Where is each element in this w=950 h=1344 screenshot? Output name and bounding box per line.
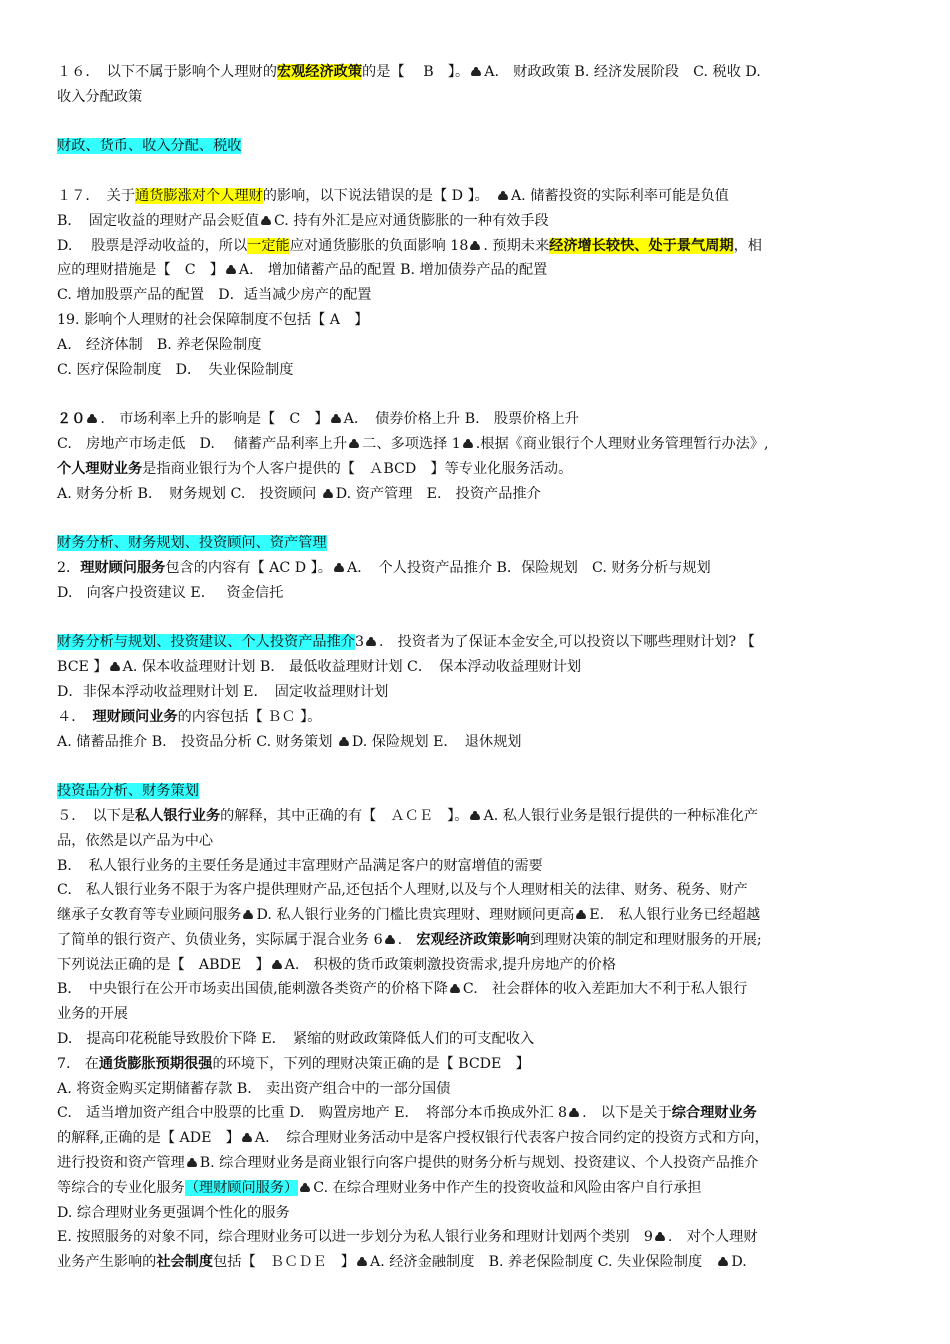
hand-pointer-icon: [654, 1232, 667, 1242]
hand-pointer-icon: [348, 439, 361, 449]
hand-pointer-icon: [356, 1257, 369, 1267]
hand-pointer-icon: [338, 737, 351, 747]
question-7: 7. 在通货膨胀预期很强的环境下，下列的理财决策正确的是【 BCDE 】 A. 将资金购买定期储蓄存款 B. 卖出资产组合中的一部分国债 C. 适当增加资产组合中股票的比重 D. 购置房地产 E． 将部分本币换成外汇 8 . 以下是关于综合理财业务 的解释,正确的是【 ADE 】 A． 综合理财业务活动中是客户授权银行代表客户按合同约定的投资方式和方向， 进行投资和资产管理 B. 综合理财业务是商业银行向客户提供的财务分析与规划、投资建议、个人投资产品推介 等综合的专业化服务（理财顾问服务） C. 在综合理财业务中作产生的投资收益和风险由客户自行承担 D. 综合理财业务更强调个性化的服务 E. 按照服务的对象不同，综合理财业务可以进一步划分为私人银行业务和理财计划两个类别 9 . 对个人理财 业务产生影响的社会制度包括【 ＢＣＤＥ 】 A. 经济金融制度 B. 养老保险制度 C. 失业保险制度 D.: [57, 1055, 769, 1271]
answer-16: 财政、货币、收入分配、税收: [57, 138, 242, 155]
hand-pointer-icon: [568, 1108, 581, 1118]
answer-2: 财务分析与规划、投资建议、个人投资产品推介: [57, 634, 355, 651]
hand-pointer-icon: [449, 984, 462, 994]
question-2: 2．理财顾问服务包含的内容有【 AC D 】。 A． 个人投资产品推介 B．保险规划 C. 财务分析与规划 D. 向客户投资建议 E． 资金信托: [57, 559, 711, 601]
highlight-keyword: 经济增长较快、处于景气周期: [549, 237, 734, 254]
hand-pointer-icon: [86, 414, 99, 424]
hand-pointer-icon: [384, 935, 397, 945]
hand-pointer-icon: [242, 910, 255, 920]
hand-pointer-icon: [469, 241, 482, 251]
hand-pointer-icon: [469, 811, 482, 821]
hand-pointer-icon: [109, 662, 122, 672]
highlight-keyword: 通货膨涨对个人理财: [135, 187, 263, 204]
highlight-keyword: 宏观经济政策: [276, 64, 363, 80]
question-17: １７． 关于通货膨涨对个人理财的影响，以下说法错误的是【 D 】。 A. 储蓄投资的实际利率可能是负值 B． 固定收益的理财产品会贬值 C. 持有外汇是应对通货膨胀的一种有效手段 D. 股票是浮动收益的，所以一定能应对通货膨胀的负面影响 18 . 预期未来经济增长较快、处于景气周期，相 应的理财措施是【 C 】 A. 增加储蓄产品的配置 B. 增加债券产品的配置 C. 增加股票产品的配置 D．适当减少房产的配置: [57, 187, 762, 304]
hand-pointer-icon: [260, 216, 273, 226]
hand-pointer-icon: [333, 563, 346, 573]
hand-pointer-icon: [717, 1257, 730, 1267]
question-20: ２０ . 市场利率上升的影响是【 C 】 A． 债券价格上升 B. 股票价格上升 C. 房地产市场走低 D. 储蓄产品利率上升 二、多项选择 1 .根据《商业银行个人理财业务管理暂行办法》, 个人理财业务是指商业银行为个人客户提供的【 ＡBCD 】等专业化服务活动。 A. 财务分析 B． 财务规划 C. 投资顾问 D. 资产管理 E. 投资产品推介: [57, 411, 769, 502]
question-3: 财务分析与规划、投资建议、个人投资产品推介3 . 投资者为了保证本金安全,可以投资以下哪些理财计划? 【 BCE 】 A. 保本收益理财计划 B. 最低收益理财计划 C． 保本浮动收益理财计划 D．非保本浮动收益理财计划 E． 固定收益理财计划: [57, 634, 755, 700]
hand-pointer-icon: [322, 489, 335, 499]
hand-pointer-icon: [470, 67, 483, 77]
hand-pointer-icon: [186, 1158, 199, 1168]
hand-pointer-icon: [575, 910, 588, 920]
question-4: ４． 理财顾问业务的内容包括【 ＢＣ 】。 A. 储蓄品推介 B. 投资品分析 C. 财务策划 D. 保险规划 E． 退休规划: [57, 708, 522, 750]
answer-1: 财务分析、财务规划、投资顾问、资产管理: [57, 535, 327, 552]
question-16: １６． 以下不属于影响个人理财的宏观经济政策的是【 B 】。 A. 财政政策 B. 经济发展阶段 C. 税收 D. 收入分配政策: [57, 64, 761, 105]
hand-pointer-icon: [365, 637, 378, 647]
answer-4: 投资品分析、财务策划: [57, 783, 199, 800]
question-5: ５． 以下是私人银行业务的解释，其中正确的有【 ＡＣＥ 】。 A. 私人银行业务是银行提供的一种标准化产 品，依然是以产品为中心 B． 私人银行业务的主要任务是通过丰富理财产品满足客户的财富增值的需要 C. 私人银行业务不限于为客户提供理财产品,还包括个人理财,以及与个人理财相关的法律、财务、税务、财产 继承子女教育等专业顾问服务 D. 私人银行业务的门槛比贵宾理财、理财顾问更高 E. 私人银行业务已经超越 了简单的银行资产、负债业务，实际属于混合业务 6 . 宏观经济政策影响到理财决策的制定和理财服务的开展;: [57, 807, 762, 948]
hand-pointer-icon: [497, 191, 510, 201]
document-page: [57, 60, 897, 1275]
hand-pointer-icon: [271, 960, 284, 970]
highlight-service: （理财顾问服务）: [184, 1179, 299, 1196]
hand-pointer-icon: [330, 414, 343, 424]
hand-pointer-icon: [225, 265, 238, 275]
hand-pointer-icon: [241, 1133, 254, 1143]
question-19: 19. 影响个人理财的社会保障制度不包括【 A 】 A. 经济体制 B. 养老保险制度 C. 医疗保险制度 D． 失业保险制度: [57, 311, 369, 378]
highlight-keyword: 一定能: [247, 237, 290, 254]
hand-pointer-icon: [462, 439, 475, 449]
hand-pointer-icon: [299, 1183, 312, 1193]
question-6: 下列说法正确的是【 ABDE 】 A. 积极的货币政策刺激投资需求,提升房地产的价格 B． 中央银行在公开市场卖出国债,能刺激各类资产的价格下降 C. 社会群体的收入差距加大不利于私人银行 业务的开展 D. 提高印花税能导致股价下降 E． 紧缩的财政政策降低人们的可支配收入: [57, 956, 748, 1048]
